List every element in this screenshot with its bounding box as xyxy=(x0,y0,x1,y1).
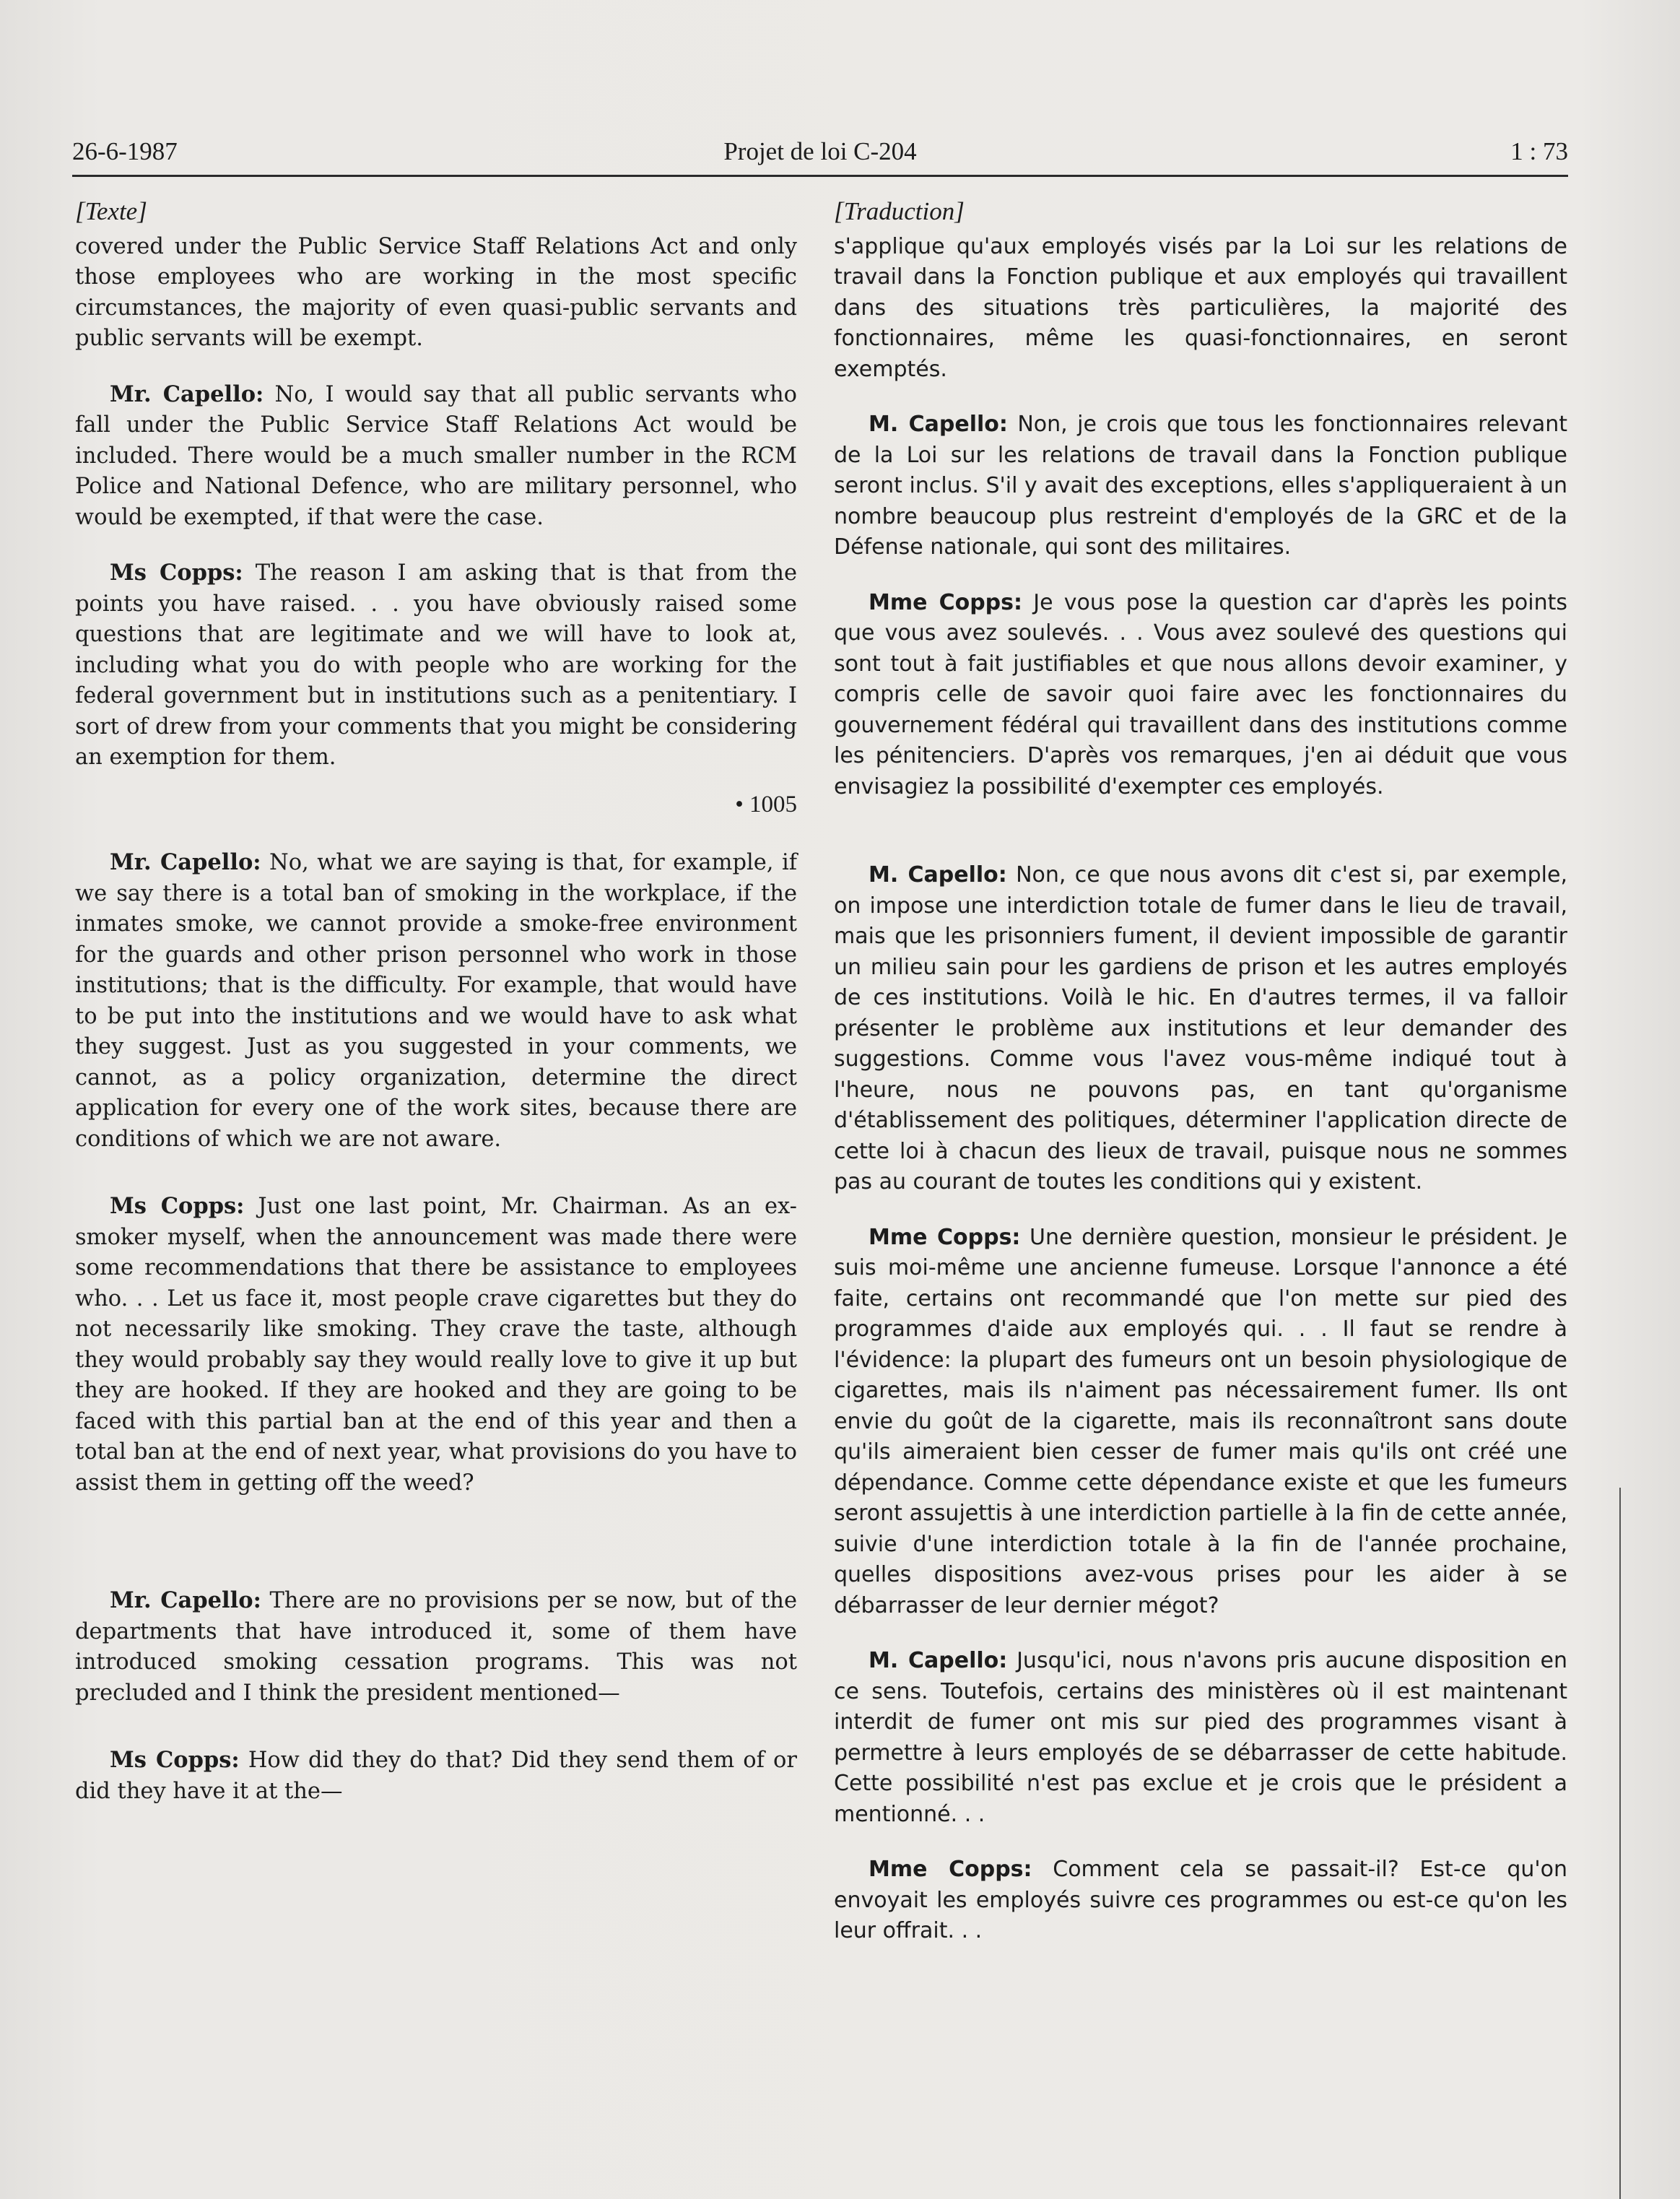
speech-paragraph xyxy=(834,1223,1567,1622)
paragraph: covered under the Public Service Staff Relations Act and only those employees who are working in the most specific circumstances, the majority of even quasi-public servants and public servants will be exempt. xyxy=(75,233,797,351)
speech-text: Comment cela se passait-il? Est-ce qu'on envoyait les employés suivre ces programmes ou est-ce qu'on les leur offrait. . . xyxy=(834,1857,1567,1943)
speaker-name: Ms Copps: xyxy=(110,560,243,586)
column-label-traduction: [Traduction] xyxy=(834,197,965,225)
header-rule xyxy=(72,175,1568,177)
speech-paragraph xyxy=(75,1191,797,1498)
speech-paragraph xyxy=(75,558,797,773)
speech-text: No, what we are saying is that, for example, if we say there is a total ban of smoking in the workplace, if the inmates smoke, we cannot provide a smoke-free environment for the guards and other prison personnel who work in those institutions; that is the difficulty. For example, that would have to be put into the institutions and we would have to ask what they suggest. Just as you suggested in your comments, we cannot, as a policy organization, determine the direct application for every one of the work sites, because there are conditions of which we are not aware. xyxy=(75,850,797,1152)
speech-text: Jusqu'ici, nous n'avons pris aucune disposition en ce sens. Toutefois, certains des ministères où il est maintenant interdit de fumer ont mis sur pied des programmes visant à permettre à leurs employés de se débarrasser de cette habitude. Cette possibilité n'est pas exclue et je crois que le président a mentionné. . . xyxy=(834,1648,1567,1827)
paragraph: s'applique qu'aux employés visés par la Loi sur les relations de travail dans la Fonction publique et aux employés qui travaillent dans des situations très particulières, la majorité des fonctionnaires, même les quasi-fonctionnaires, en seront exemptés. xyxy=(834,233,1567,382)
time-marker: • 1005 xyxy=(735,791,797,817)
speaker-name: Mr. Capello: xyxy=(110,849,261,875)
header-title: Projet de loi C-204 xyxy=(723,137,917,165)
speech-paragraph xyxy=(834,860,1567,1198)
speaker-name: M. Capello: xyxy=(869,412,1008,437)
speech-paragraph xyxy=(75,379,797,534)
speech-text: No, I would say that all public servants who fall under the Public Service Staff Relations Act would be included. There would be a much smaller number in the RCM Police and National Defence, who are military personnel, who would be exempted, if that were the case. xyxy=(75,381,797,530)
speaker-name: Mr. Capello: xyxy=(110,1587,261,1613)
speaker-name: Mme Copps: xyxy=(869,1224,1021,1250)
speech-text: Une dernière question, monsieur le président. Je suis moi-même une ancienne fumeuse. Lorsque l'annonce a été faite, certains ont recommandé que l'on mette sur pied des programmes d'aide aux employés qui. . . Il faut se rendre à l'évidence: la plupart des fumeurs ont un besoin physiologique de cigarettes, mais ils n'aiment pas nécessairement fumer. Ils ont envie du goût de la cigarette, mais ils reconnaîtront sans doute qu'ils aimeraient bien cesser de fumer mais qu'ils ont créé une dépendance. Comme cette dépendance existe et que les fumeurs seront assujettis à une interdiction partielle à la fin de cette année, suivie d'une interdiction totale à la fin de l'année prochaine, quelles dispositions avez-vous prises pour les aider à se débarrasser de leur dernier mégot? xyxy=(834,1224,1567,1618)
speech-paragraph xyxy=(75,1745,797,1807)
speech-text: Non, ce que nous avons dit c'est si, par exemple, on impose une interdiction totale de fumer dans le lieu de travail, mais que les prisonniers fument, il devient impossible de garantir un milieu sain pour les gardiens de prison et les autres employés de ces institutions. Voilà le hic. En d'autres termes, il va falloir présenter le problème aux institutions et leur demander des suggestions. Comme vous l'avez vous-même indiqué tout à l'heure, nous ne pouvons pas, en tant qu'organisme d'établissement des politiques, déterminer l'application directe de cette loi à chacun des lieux de travail, puisque nous ne sommes pas au courant de toutes les conditions qui y existent. xyxy=(834,862,1568,1194)
speaker-name: Mme Copps: xyxy=(869,1857,1032,1882)
speaker-name: Ms Copps: xyxy=(110,1747,240,1773)
speech-text: The reason I am asking that is that from the points you have raised. . . you have obviously raised some questions that are legitimate and we will have to look at, including what you do with people who are working for the federal government but in institutions such as a penitentiary. I sort of drew from your comments that you might be considering an exemption for them. xyxy=(75,560,797,770)
speech-paragraph xyxy=(834,588,1567,803)
running-header xyxy=(72,137,1568,170)
speech-paragraph xyxy=(75,847,797,1155)
speaker-name: M. Capello: xyxy=(869,1648,1008,1673)
french-column xyxy=(834,196,1567,1947)
speech-text: Non, je crois que tous les fonctionnaires relevant de la Loi sur les relations de travail dans la Fonction publique seront inclus. S'il y avait des exceptions, elles s'appliqueraient à un nombre beaucoup plus restreint d'employés de la GRC et de la Défense nationale, qui sont des militaires. xyxy=(834,412,1567,560)
speech-text: Just one last point, Mr. Chairman. As an ex-smoker myself, when the announcement was made there were some recommendations that there be assistance to employees who. . . Let us face it, most people crave cigarettes but they do not necessarily like smoking. They crave the taste, although they would probably say they would really love to give it up but they are hooked. If they are hooked and they are going to be faced with this partial ban at the end of this year and then a total ban at the end of next year, what provisions do you have to assist them in getting off the weed? xyxy=(75,1194,797,1496)
english-column xyxy=(75,196,797,1807)
speech-text: How did they do that? Did they send them of or did they have it at the— xyxy=(75,1748,797,1804)
speech-paragraph xyxy=(834,1646,1567,1830)
speech-paragraph xyxy=(834,1855,1567,1947)
speech-paragraph xyxy=(75,1585,797,1709)
column-label-texte: [Texte] xyxy=(75,197,147,225)
speaker-name: M. Capello: xyxy=(869,862,1007,888)
speaker-name: Mme Copps: xyxy=(869,589,1023,615)
header-page-number: 1 : 73 xyxy=(1510,137,1568,165)
header-date: 26-6-1987 xyxy=(72,137,178,165)
speech-text: Je vous pose la question car d'après les points que vous avez soulevés. . . Vous avez soulevé des questions qui sont tout à fait justifiables et que nous allons devoir examiner, y compris celle de savoir quoi faire avec les fonctionnaires du gouvernement fédéral qui travaillent dans des institutions comme les pénitenciers. D'après vos remarques, j'en ai déduit que vous envisagiez la possibilité d'exempter ces employés. xyxy=(834,589,1567,799)
speaker-name: Ms Copps: xyxy=(110,1193,245,1219)
speech-text: There are no provisions per se now, but of the departments that have introduced it, some of them have introduced smoking cessation programs. This was not precluded and I think the president mentioned— xyxy=(75,1588,797,1706)
speaker-name: Mr. Capello: xyxy=(110,381,264,407)
speech-paragraph xyxy=(834,409,1567,563)
page-edge-line xyxy=(1619,1488,1621,2199)
